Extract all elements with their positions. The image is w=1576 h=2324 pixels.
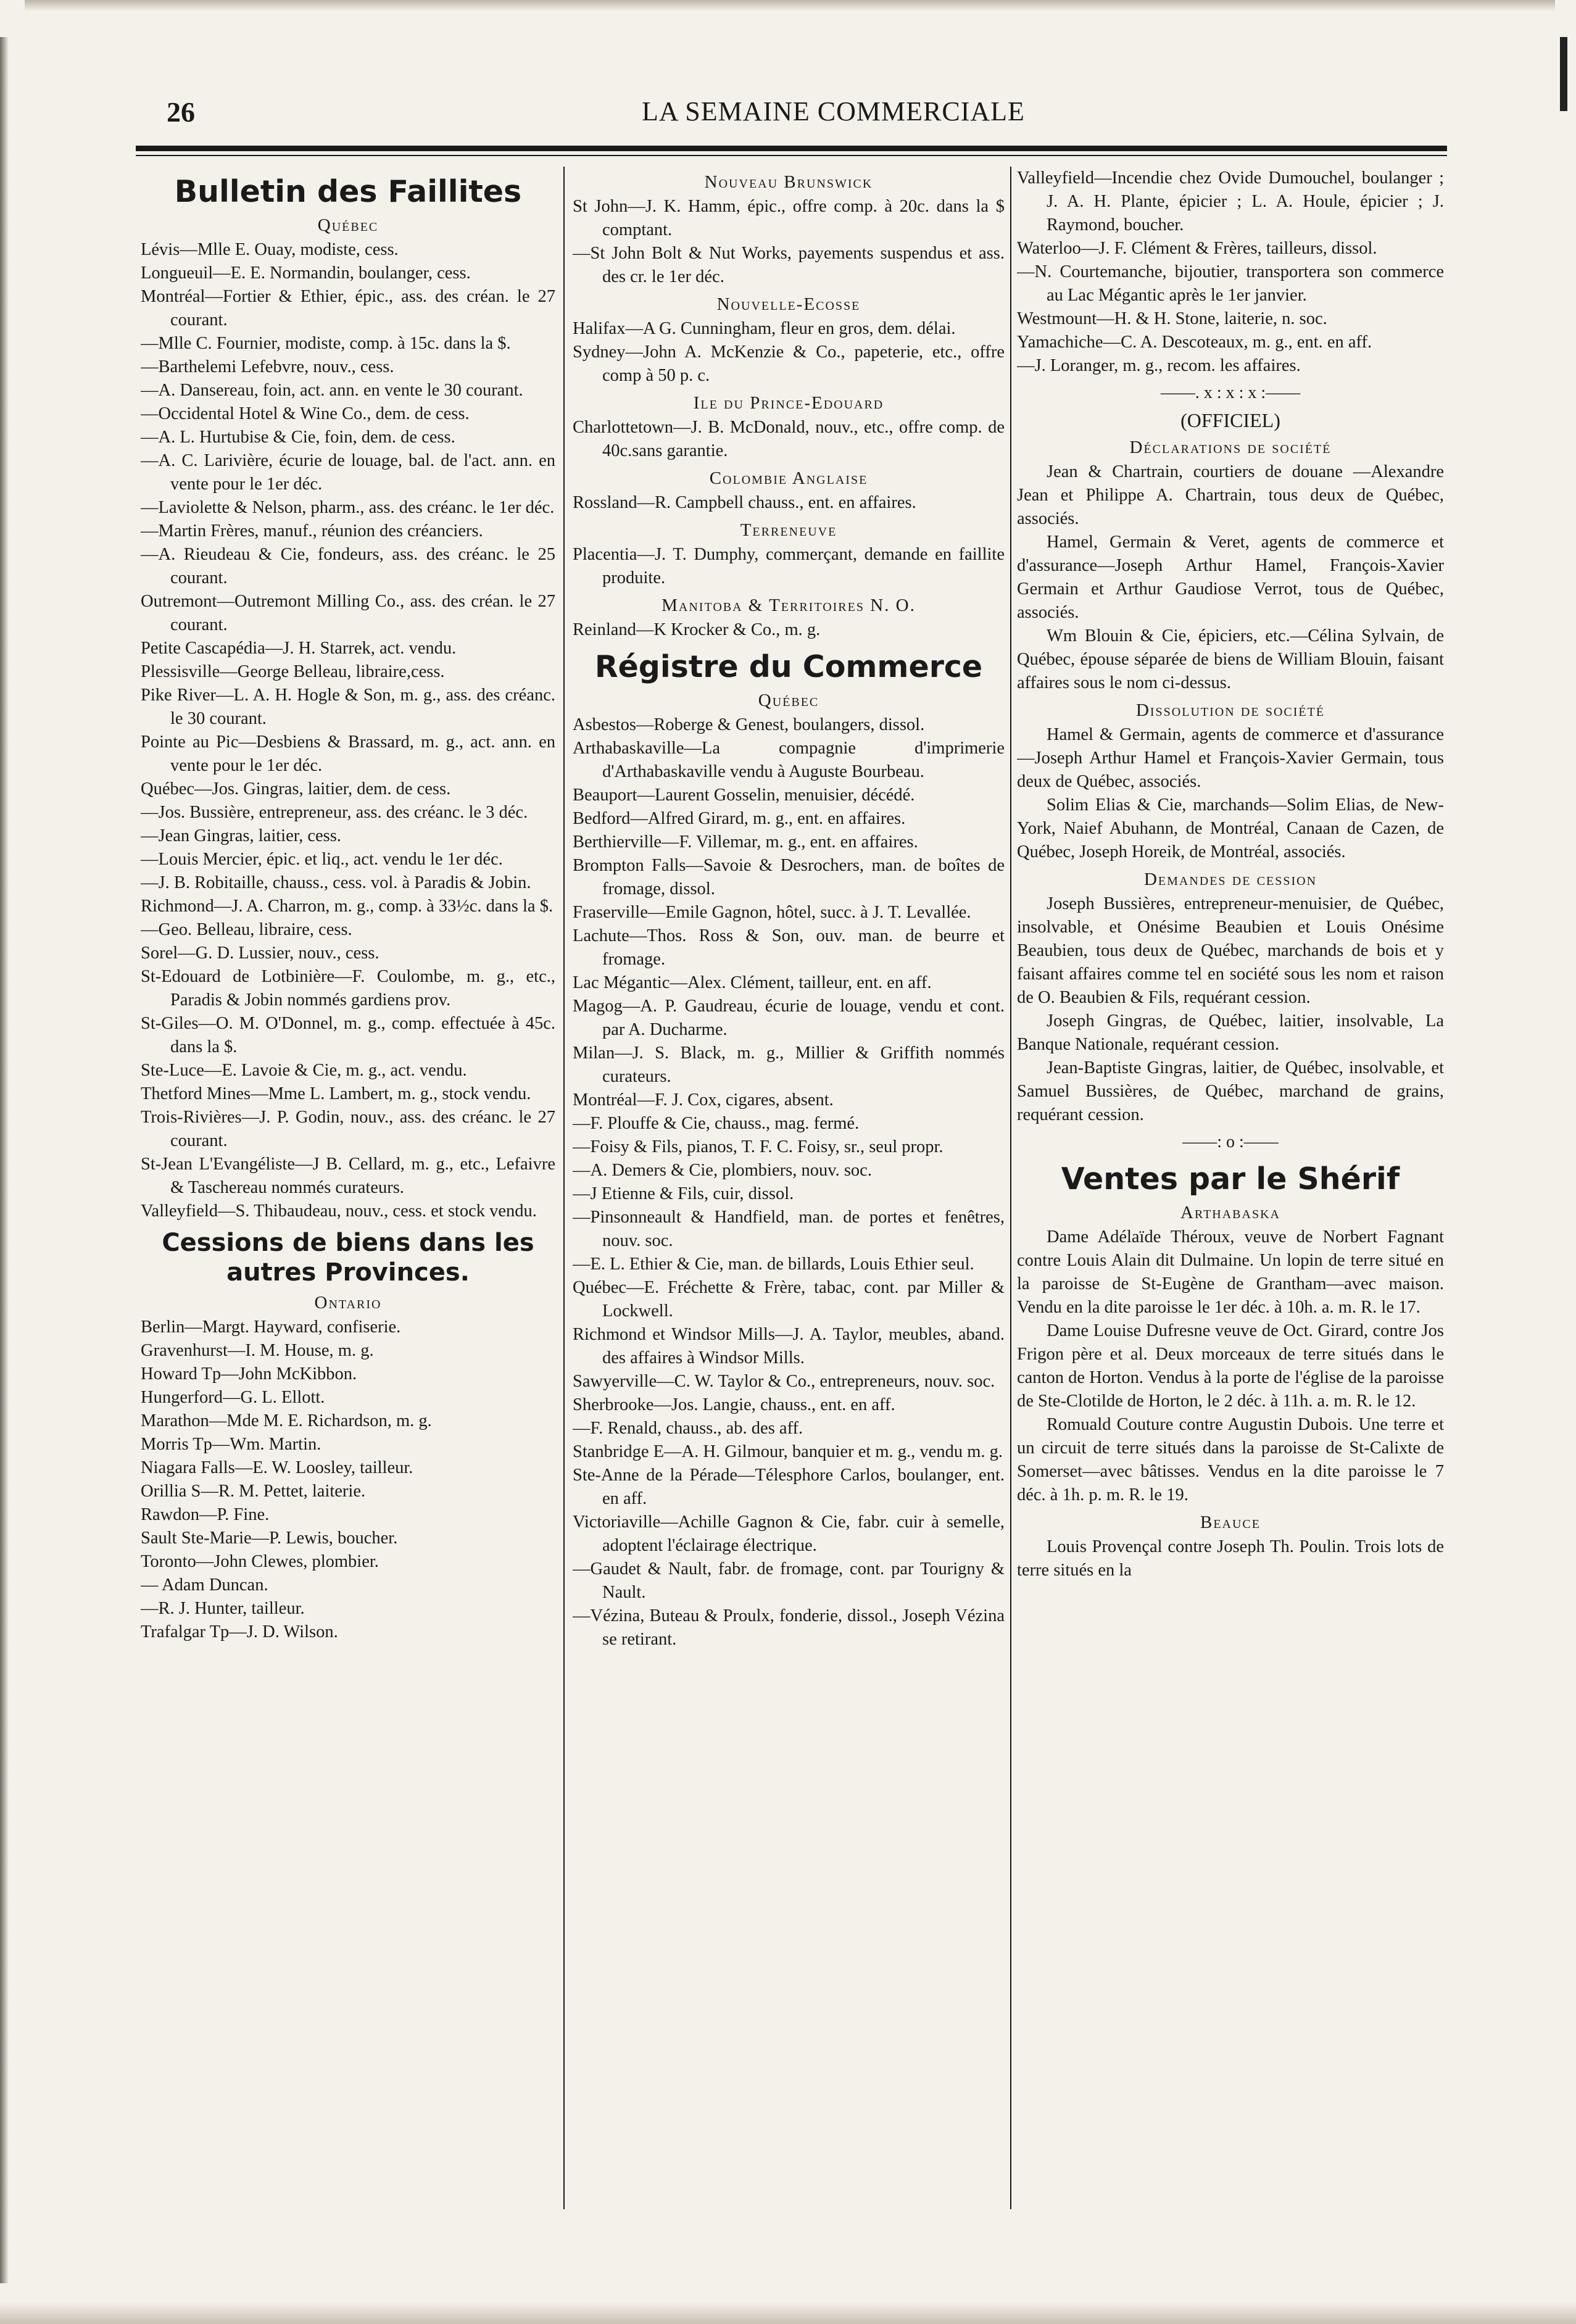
paragraph: Hamel, Germain & Veret, agents de commerce et d'assurance—Joseph Arthur Hamel, François-Xavier Germain et Arthur Gaudiose Verrot, tous de Québec, associés.: [1017, 533, 1444, 622]
list-item: —J. Loranger, m. g., recom. les affaires.: [1017, 356, 1301, 375]
region-heading: Nouveau Brunswick: [704, 172, 873, 192]
list-item: Victoriaville—Achille Gagnon & Cie, fabr. cuir à semelle, adoptent l'éclairage électrique.: [573, 1513, 1005, 1555]
list-item: Longueuil—E. E. Normandin, boulanger, cess.: [141, 264, 471, 283]
list-item: Richmond et Windsor Mills—J. A. Taylor, meubles, aband. des affaires à Windsor Mills.: [573, 1325, 1005, 1367]
list-item: Sherbrooke—Jos. Langie, chauss., ent. en aff.: [573, 1395, 895, 1414]
list-item: Gravenhurst—I. M. House, m. g.: [141, 1341, 374, 1360]
region-heading: Manitoba & Territoires N. O.: [662, 596, 916, 615]
list-item: Charlottetown—J. B. McDonald, nouv., etc., offre comp. de 40c.sans garantie.: [573, 418, 1005, 460]
list-item: Valleyfield—Incendie chez Ovide Dumouchel, boulanger ; J. A. H. Plante, épicier ; L. A. Houle, épicier ; J. Raymond, boucher.: [1017, 168, 1444, 234]
list-item: Stanbridge E—A. H. Gilmour, banquier et m. g., vendu m. g.: [573, 1442, 1003, 1461]
list-item: Westmount—H. & H. Stone, laiterie, n. soc.: [1017, 309, 1327, 328]
section-title-faillites: Bulletin des Faillites: [174, 174, 522, 209]
list-item: Niagara Falls—E. W. Loosley, tailleur.: [141, 1458, 413, 1477]
list-item: —A. C. Larivière, écurie de louage, bal. de l'act. ann. en vente pour le 1er déc.: [141, 451, 555, 494]
list-item: —Barthelemi Lefebvre, nouv., cess.: [141, 357, 394, 376]
list-item: —Vézina, Buteau & Proulx, fonderie, dissol., Joseph Vézina se retirant.: [573, 1606, 1005, 1649]
paragraph: Jean & Chartrain, courtiers de douane —Alexandre Jean et Philippe A. Chartrain, tous deux de Québec, associés.: [1017, 462, 1444, 528]
paragraph: Dame Adélaïde Théroux, veuve de Norbert Fagnant contre Louis Alain dit Dulmaine. Un lopin de terre situé en la paroisse de St-Eugène de Grantham—avec maison. Vendu en la dite paroisse le 1er déc. à 10h. a. m. R. le 17.: [1017, 1227, 1444, 1317]
list-item: Morris Tp—Wm. Martin.: [141, 1435, 321, 1454]
list-item: Sawyerville—C. W. Taylor & Co., entrepreneurs, nouv. soc.: [573, 1372, 995, 1391]
entry-list: [573, 491, 1005, 515]
list-item: Magog—A. P. Gaudreau, écurie de louage, vendu et cont. par A. Ducharme.: [573, 997, 1005, 1039]
column-1: [141, 167, 555, 2265]
list-item: Thetford Mines—Mme L. Lambert, m. g., stock vendu.: [141, 1084, 531, 1103]
registre-list: [573, 713, 1005, 1651]
list-item: —St John Bolt & Nut Works, payements suspendus et ass. des cr. le 1er déc.: [573, 244, 1005, 286]
list-item: Lac Mégantic—Alex. Clément, tailleur, ent. en aff.: [573, 973, 932, 992]
paragraph-list: [1017, 1535, 1444, 1582]
page-edge-mark: [1560, 37, 1567, 111]
section-title-cessions: Cessions de biens dans les autres Provinces.: [162, 1229, 534, 1287]
list-item: Richmond—J. A. Charron, m. g., comp. à 33½c. dans la $.: [141, 897, 554, 916]
list-item: Valleyfield—S. Thibaudeau, nouv., cess. et stock vendu.: [141, 1201, 537, 1221]
section-title-registre: Régistre du Commerce: [594, 649, 983, 684]
list-item: Pointe au Pic—Desbiens & Brassard, m. g., act. ann. en vente pour le 1er déc.: [141, 732, 555, 775]
subsection-heading: Dissolution de société: [1135, 700, 1325, 720]
paragraph: Romuald Couture contre Augustin Dubois. Une terre et un circuit de terre situés dans la paroisse de St-Calixte de Somerset—avec bâtisses. Vendus en la dite paroisse le 7 déc. à 1h. p. m. R. le 19.: [1017, 1415, 1444, 1504]
entry-list: [573, 195, 1005, 289]
paragraph: Hamel & Germain, agents de commerce et d'assurance—Joseph Arthur Hamel et François-Xavier Germain, tous deux de Québec, associés.: [1017, 725, 1444, 791]
list-item: —F. Renald, chauss., ab. des aff.: [573, 1419, 803, 1438]
list-item: —Foisy & Fils, pianos, T. F. C. Foisy, sr., seul propr.: [573, 1137, 944, 1156]
list-item: Québec—E. Fréchette & Frère, tabac, cont. par Miller & Lockwell.: [573, 1278, 1005, 1321]
list-item: Berthierville—F. Villemar, m. g., ent. en affaires.: [573, 832, 918, 852]
paragraph-list: [1017, 460, 1444, 695]
list-item: Marathon—Mde M. E. Richardson, m. g.: [141, 1411, 432, 1430]
ontario-list: [141, 1316, 555, 1644]
page-header: [167, 96, 1462, 133]
list-item: —Occidental Hotel & Wine Co., dem. de cess.: [141, 404, 470, 423]
list-item: Québec—Jos. Gingras, laitier, dem. de cess.: [141, 779, 451, 799]
list-item: Montréal—Fortier & Ethier, épic., ass. des créan. le 27 courant.: [141, 287, 555, 330]
subsection-heading: Demandes de cession: [1143, 869, 1317, 889]
entry-list: [1017, 167, 1444, 378]
list-item: —E. L. Ethier & Cie, man. de billards, Louis Ethier seul.: [573, 1255, 974, 1274]
paragraph: Solim Elias & Cie, marchands—Solim Elias, de New-York, Naief Abuhann, de Montréal, Canaan de Cazen, de Québec, Joseph Horeik, de Montréal, associés.: [1017, 795, 1444, 861]
paragraph-list: [1017, 1226, 1444, 1507]
list-item: Waterloo—J. F. Clément & Frères, tailleurs, dissol.: [1017, 239, 1377, 258]
list-item: Outremont—Outremont Milling Co., ass. des créan. le 27 courant.: [141, 592, 555, 634]
region-heading: Nouvelle-Ecosse: [716, 294, 861, 314]
binding-shadow: [0, 37, 9, 2283]
region-heading: Québec: [317, 215, 379, 235]
list-item: —J Etienne & Fils, cuir, dissol.: [573, 1184, 794, 1203]
entry-list: [573, 543, 1005, 590]
list-item: Lévis—Mlle E. Ouay, modiste, cess.: [141, 240, 399, 259]
list-item: —A. Rieudeau & Cie, fondeurs, ass. des créanc. le 25 courant.: [141, 545, 555, 587]
journal-title: LA SEMAINE COMMERCIALE: [642, 96, 1025, 127]
section-title-ventes: Ventes par le Shérif: [1061, 1161, 1400, 1197]
region-heading: Arthabaska: [1180, 1203, 1280, 1222]
list-item: —J. B. Robitaille, chauss., cess. vol. à Paradis & Jobin.: [141, 873, 531, 892]
list-item: —Laviolette & Nelson, pharm., ass. des créanc. le 1er déc.: [141, 498, 555, 517]
paragraph: Joseph Bussières, entrepreneur-menuisier, de Québec, insolvable, et Onésime Beaubien et Louis Onésime Beaubien, tous deux de Québec, marchands de bois et y faisant affaires comme tel en société sous les nom et raison de O. Beaubien & Fils, requérant cession.: [1017, 894, 1444, 1007]
list-item: Placentia—J. T. Dumphy, commerçant, demande en faillite produite.: [573, 545, 1005, 587]
list-item: Yamachiche—C. A. Descoteaux, m. g., ent. en aff.: [1017, 333, 1372, 352]
list-item: Lachute—Thos. Ross & Son, ouv. man. de beurre et fromage.: [573, 926, 1005, 969]
list-item: Fraserville—Emile Gagnon, hôtel, succ. à J. T. Levallée.: [573, 903, 971, 922]
list-item: —Geo. Belleau, libraire, cess.: [141, 920, 352, 939]
list-item: Sorel—G. D. Lussier, nouv., cess.: [141, 944, 379, 963]
section-title-officiel: (OFFICIEL): [1180, 409, 1280, 431]
list-item: Ste-Luce—E. Lavoie & Cie, m. g., act. vendu.: [141, 1061, 467, 1080]
entry-list: [573, 317, 1005, 388]
page-number: 26: [167, 96, 195, 128]
paragraph-list: [1017, 892, 1444, 1127]
list-item: —Pinsonneault & Handfield, man. de portes et fenêtres, nouv. soc.: [573, 1208, 1005, 1250]
paragraph: Dame Louise Dufresne veuve de Oct. Girard, contre Jos Frigon père et al. Deux morceaux de terre situés dans le canton de Horton. Vendus à la porte de l'église de la paroisse de Ste-Clotilde de Horton, le 2 déc. à 11h. a. m. R. le 12.: [1017, 1321, 1444, 1411]
list-item: Ste-Anne de la Pérade—Télesphore Carlos, boulanger, ent. en aff.: [573, 1466, 1005, 1508]
paragraph: Louis Provençal contre Joseph Th. Poulin. Trois lots de terre situés en la: [1017, 1537, 1444, 1580]
list-item: —A. Dansereau, foin, act. ann. en vente le 30 courant.: [141, 381, 523, 400]
region-heading: Ile du Prince-Edouard: [693, 393, 884, 413]
paragraph-list: [1017, 723, 1444, 864]
entry-list: [573, 618, 1005, 642]
list-item: St John—J. K. Hamm, épic., offre comp. à 20c. dans la $ comptant.: [573, 197, 1005, 239]
list-item: —R. J. Hunter, tailleur.: [141, 1599, 305, 1618]
page-top-edge: [25, 0, 1555, 11]
list-item: —Mlle C. Fournier, modiste, comp. à 15c. dans la $.: [141, 334, 511, 353]
region-heading: Ontario: [314, 1293, 382, 1313]
list-item: Sydney—John A. McKenzie & Co., papeterie, etc., offre comp à 50 p. c.: [573, 342, 1005, 385]
list-item: Trafalgar Tp—J. D. Wilson.: [141, 1622, 338, 1641]
region-heading: Colombie Anglaise: [709, 468, 868, 488]
list-item: Bedford—Alfred Girard, m. g., ent. en affaires.: [573, 809, 906, 828]
page-bottom-edge: [0, 2302, 1576, 2324]
list-item: Reinland—K Krocker & Co., m. g.: [573, 620, 821, 639]
list-item: —Jos. Bussière, entrepreneur, ass. des créanc. le 3 déc.: [141, 803, 528, 822]
list-item: — Adam Duncan.: [141, 1575, 268, 1595]
list-item: —A. L. Hurtubise & Cie, foin, dem. de cess.: [141, 428, 455, 447]
list-item: Rossland—R. Campbell chauss., ent. en affaires.: [573, 493, 916, 512]
section-divider: ——: o :——: [1182, 1132, 1279, 1152]
list-item: St-Edouard de Lotbinière—F. Coulombe, m. g., etc., Paradis & Jobin nommés gardiens prov.: [141, 967, 555, 1010]
header-rule: [136, 146, 1447, 151]
list-item: St-Jean L'Evangéliste—J B. Cellard, m. g., etc., Lefaivre & Taschereau nommés curateurs.: [141, 1155, 555, 1197]
list-item: —A. Demers & Cie, plombiers, nouv. soc.: [573, 1161, 872, 1180]
list-item: Asbestos—Roberge & Genest, boulangers, dissol.: [573, 715, 925, 734]
list-item: Howard Tp—John McKibbon.: [141, 1364, 357, 1384]
section-divider: ——. x : x : x :——: [1160, 383, 1301, 402]
list-item: Montréal—F. J. Cox, cigares, absent.: [573, 1090, 834, 1110]
region-heading: Québec: [758, 691, 819, 710]
list-item: —Jean Gingras, laitier, cess.: [141, 826, 341, 845]
list-item: —Gaudet & Nault, fabr. de fromage, cont. par Tourigny & Nault.: [573, 1559, 1005, 1602]
list-item: Trois-Rivières—J. P. Godin, nouv., ass. des créanc. le 27 courant.: [141, 1108, 555, 1150]
column-3: [1017, 167, 1444, 2265]
entry-list: [573, 416, 1005, 463]
column-separator: [1010, 167, 1011, 2209]
subsection-heading: Déclarations de société: [1129, 438, 1332, 457]
paragraph: Wm Blouin & Cie, épiciers, etc.—Célina Sylvain, de Québec, épouse séparée de biens de William Blouin, faisant affaires sous le nom ci-dessus.: [1017, 626, 1444, 692]
list-item: Rawdon—P. Fine.: [141, 1505, 270, 1524]
region-heading: Terreneuve: [740, 520, 837, 540]
list-item: Sault Ste-Marie—P. Lewis, boucher.: [141, 1529, 398, 1548]
header-rule-thin: [136, 155, 1447, 156]
list-item: Brompton Falls—Savoie & Desrochers, man. de boîtes de fromage, dissol.: [573, 856, 1005, 898]
paragraph: Jean-Baptiste Gingras, laitier, de Québec, insolvable, et Samuel Bussières, de Québec, marchand de grains, requérant cession.: [1017, 1058, 1444, 1124]
paragraph: Joseph Gingras, de Québec, laitier, insolvable, La Banque Nationale, requérant cession.: [1017, 1011, 1444, 1054]
list-item: Petite Cascapédia—J. H. Starrek, act. vendu.: [141, 639, 457, 658]
list-item: Toronto—John Clewes, plombier.: [141, 1552, 379, 1571]
list-item: —Louis Mercier, épic. et liq., act. vendu le 1er déc.: [141, 850, 503, 869]
list-item: Halifax—A G. Cunningham, fleur en gros, dem. délai.: [573, 319, 956, 338]
column-separator: [563, 167, 565, 2209]
list-item: Hungerford—G. L. Ellott.: [141, 1388, 325, 1407]
list-item: Milan—J. S. Black, m. g., Millier & Griffith nommés curateurs.: [573, 1044, 1005, 1086]
faillites-list: [141, 238, 555, 1223]
list-item: Arthabaskaville—La compagnie d'imprimerie d'Arthabaskaville vendu à Auguste Bourbeau.: [573, 739, 1005, 781]
column-2: [573, 167, 1005, 2265]
list-item: St-Giles—O. M. O'Donnel, m. g., comp. effectuée à 45c. dans la $.: [141, 1014, 555, 1056]
list-item: Beauport—Laurent Gosselin, menuisier, décédé.: [573, 786, 915, 805]
list-item: Pike River—L. A. H. Hogle & Son, m. g., ass. des créanc. le 30 courant.: [141, 686, 555, 728]
list-item: Orillia S—R. M. Pettet, laiterie.: [141, 1482, 366, 1501]
region-heading: Beauce: [1200, 1513, 1261, 1532]
list-item: —F. Plouffe & Cie, chauss., mag. fermé.: [573, 1114, 860, 1133]
list-item: Berlin—Margt. Hayward, confiserie.: [141, 1318, 401, 1337]
list-item: —N. Courtemanche, bijoutier, transportera son commerce au Lac Mégantic après le 1er janvier.: [1017, 262, 1444, 305]
list-item: —Martin Frères, manuf., réunion des créanciers.: [141, 521, 483, 541]
list-item: Plessisville—George Belleau, libraire,cess.: [141, 662, 445, 681]
